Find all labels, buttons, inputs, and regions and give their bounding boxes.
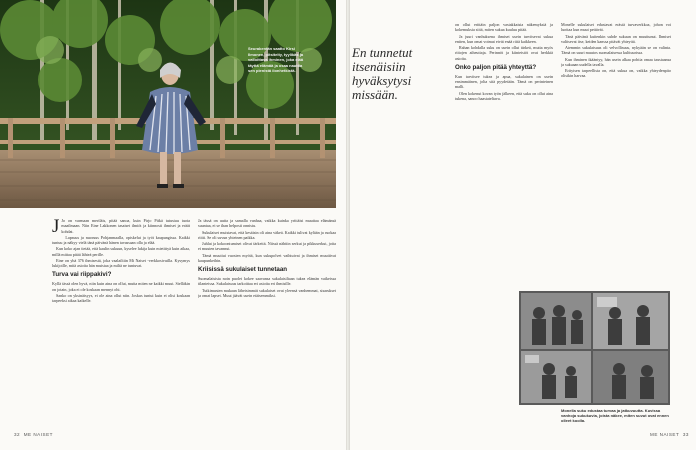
- photo-caption: Seurakentän saatto Kirsi Ilmonen, pitsitelty, tyylikäs ja valloittava ihminen, joka elää täyttä elämää ja osaa nauttia sen pienistä ilonhetkistä.: [248, 46, 304, 74]
- paragraph: Ja tässä on uutta ja samalla vanhaa, vaikka kuinka yrittäisi muuttaa elämänsä suuntaa, ei se ihan helposti onnistu.: [198, 218, 336, 229]
- magazine-title: ME NAISET: [23, 432, 53, 437]
- family-photo-caption: Monella suku edustaa turvaa ja jatkuvuutta. Kuvissa vanhoja sukukuvia, joista näkee, miten suvut ovat ennen olleet koolla.: [561, 408, 669, 424]
- pull-quote-headline: En tunnetut itsenäisiin hyväksytysi missään.: [352, 45, 413, 102]
- paragraph: Sanko on yksinäisyys, ei ole aina ollut niin. Joskus tuntui kuin ei olisi koskaan tarpeeksi aikaa kaikelle.: [52, 292, 190, 303]
- paragraph: Suomalaisista noin puolet kokee saavansa sukulaisiltaan tukea elämän vaikeissa tilanteissa. Sukulaisuus tarkoittaa eri asioita eri ihmisille.: [198, 276, 336, 287]
- drop-cap: J: [52, 218, 60, 237]
- paragraph: Kyllä tässä olen hyvä, niin kuin aina on ollut, mutta miten ne kaikki muut. Sielläkin on jotain, joka ei ole koskaan mennyt ohi.: [52, 281, 190, 292]
- paragraph: Olen kokenut kovan työn jälkeen, että suku on ollut aina tukena, sanoo haastateltava.: [455, 90, 553, 101]
- paragraph: Sukulaiset muistavat, että kesäisin oli aina väkeä. Kaikki tulivat kylään ja ruokaa riitti. Se oli suvun yhteinen paikka.: [198, 229, 336, 240]
- page-number: 32: [14, 432, 21, 437]
- lead-text: Jo on varmaan meriläis, pitää sanoa, kuin Pirjo Pitkä tutustuu tuota maailmaan. Niin Eine Lakkonen tasaiset ilmiöt ja kiinnosti ihmiset ja eräät kohdat.: [61, 218, 190, 234]
- paragraph: Rahan kohdalla suku on usein ollut tärkeä, mutta myös riitojen aiheuttaja. Perinnöt ja kiinteistöt ovat herkkiä asioita.: [455, 45, 553, 61]
- subheading: Onko paljon pitää yhteyttä?: [455, 63, 537, 71]
- family-photos: [519, 291, 670, 405]
- paragraph: Tutkimusten mukaan läheisimmät sukulaiset ovat yleensä vanhemmat, sisarukset ja omat lapset. Muut jäävät usein etäisemmiksi.: [198, 287, 336, 298]
- portrait-photo: [0, 0, 336, 208]
- paragraph: Tänä päivänä kuitenkin suhde sukuun on muuttunut. Ihmiset valitsevat itse, keiden kanssa pitävät yhteyttä.: [561, 33, 671, 44]
- folio-right: [650, 432, 689, 437]
- lead-paragraph: [52, 218, 190, 237]
- body-column-2: [198, 218, 336, 426]
- paragraph: Kun koko ajan tietää, että kaulin sukuun, kyselee lukija kuin mietittyä kuin aikaa, millä mittaa pitää lähteä perille.: [52, 246, 190, 257]
- paragraph: Monelle sukulaiset edustavat erästä turvaverkkoa, johon voi luottaa kun muut pettävät.: [561, 22, 671, 33]
- subheading: Kriisissä sukulaiset tunnetaan: [198, 266, 288, 273]
- paragraph: Erityisen tarpeellista on, että sukua on, vaikka yhteydenpito olisikin harvaa.: [561, 68, 671, 79]
- paragraph: Aiemmin sukulaisuus oli velvollisuus, nykyään se on valinta. Tämä on suuri muutos suomalaisessa kulttuurissa.: [561, 45, 671, 56]
- body-column-1: [52, 218, 190, 426]
- subheading: Turva vai riippakivi?: [52, 271, 112, 279]
- magazine-title: ME NAISET: [650, 432, 680, 437]
- paragraph: on ollut erittäin paljon vastakkaisia näkemyksiä ja kokemuksia siitä, miten sukua kuuluu pitää.: [455, 22, 553, 33]
- paragraph: Eine on yhä 376 ihmisestä, joka vaalailtiin Mi Naiset -verkkosivuilla. Kysymys lukijoille, mitä asioita hän muistaa ja miltä ne tuntuvat.: [52, 257, 190, 268]
- paragraph: Kun tarvitsee tukea ja apua, sukulainen on usein ensimmäinen, jolta sitä pyydetään. Tämä on perinteinen malli.: [455, 73, 553, 90]
- body-column-3: [455, 22, 553, 292]
- spine-gutter: [346, 0, 350, 450]
- body-column-4: [561, 22, 671, 287]
- paragraph: Ja juuri vanhuksena ihmiset usein tarvitsevat sukua eniten, kun omat voimat eivät enää riitä kaikkeen.: [455, 33, 553, 44]
- paragraph: Kun ihminen ikääntyy, hän usein alkaa pohtia omaa taustaansa ja sukuaan uudella tavalla.: [561, 56, 671, 67]
- paragraph: Lapsuus ja nuoruus Pohjanmaalla, opiskelut ja työt kaupungissa. Kaikki tuntuu ja näkyy vielä tänä päivänä hänen tavassaan olla ja elää.: [52, 234, 190, 245]
- paragraph: Juhlat ja kokoontumiset olivat tärkeitä. Niissä nähtiin serkut ja pikkuserkut, joita ei muuten tavannut.: [198, 241, 336, 252]
- paragraph: Tämä muuttui vuosien myötä, kun sukupolvet vaihtuivat ja ihmiset muuttivat kaupunkeihin.: [198, 252, 336, 263]
- folio-left: [14, 432, 53, 437]
- page-number: 33: [682, 432, 689, 437]
